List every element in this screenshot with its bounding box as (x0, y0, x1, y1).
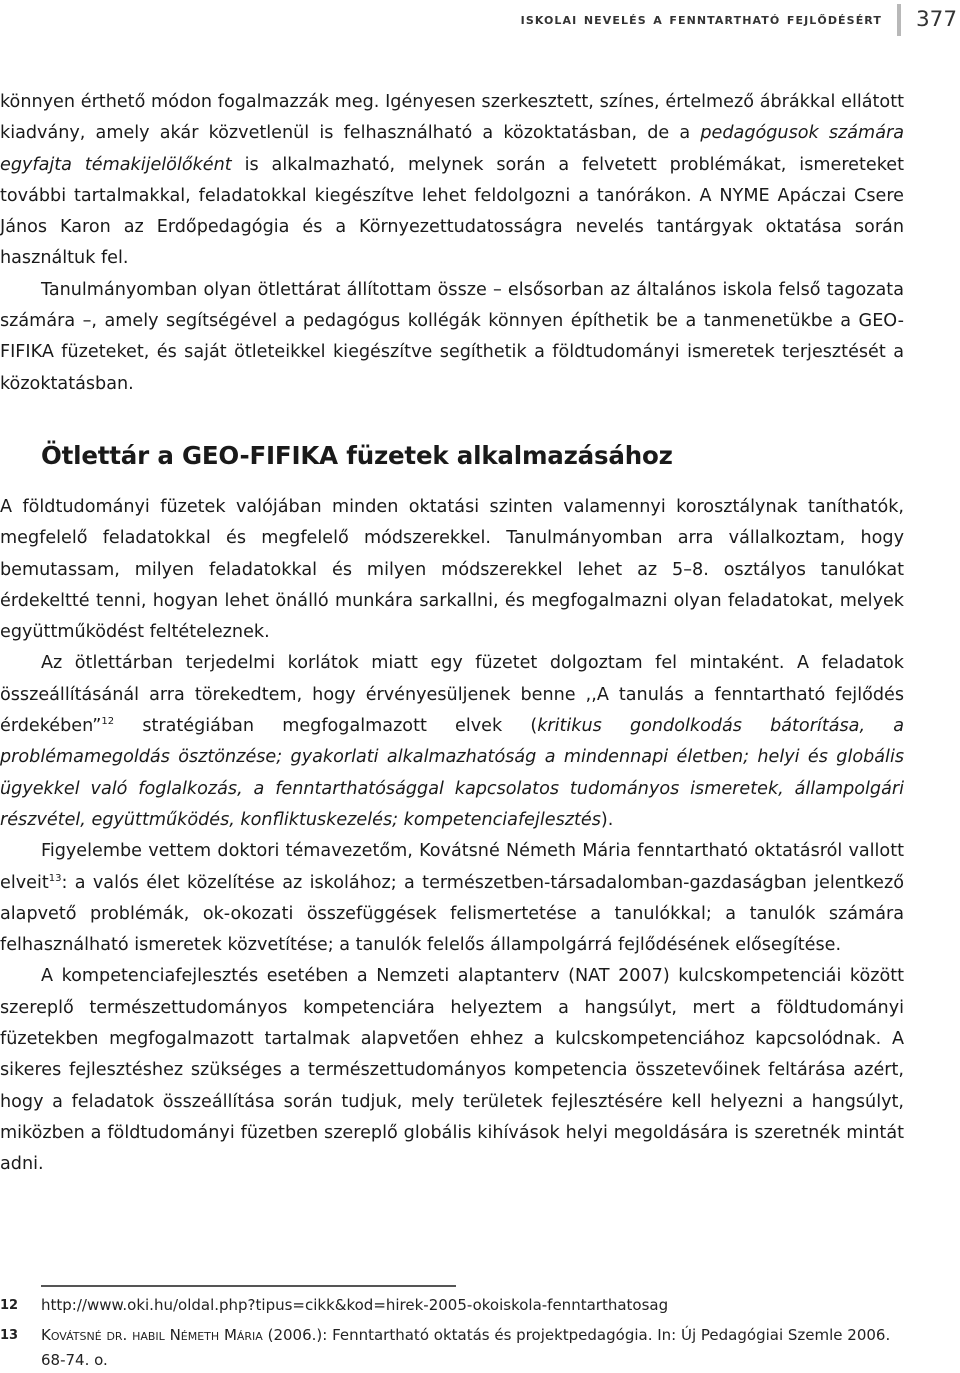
header-divider (897, 4, 901, 36)
footnote-13 (0, 1323, 915, 1373)
section-heading: Ötlettár a GEO-FIFIKA füzetek alkalmazásához (41, 441, 673, 470)
emphasis: pedagógusok számára egyfajta témakijelölőként (0, 123, 904, 175)
running-title: iskolai nevelés a fenntartható fejlődésért (520, 10, 882, 28)
intro-text (0, 87, 904, 400)
footnote-ref-13[interactable]: 13 (48, 872, 62, 884)
footnote-divider (41, 1285, 456, 1287)
section-paragraph-3: Figyelembe vettem doktori témavezetőm, Kovátsné Németh Mária fenntartható oktatásról vallott elveit$^{13}$: a valós élet közelítése az iskolához; a természetben-társadalomban-gazdaságban jelentkező alapvető problémák, ok-okozati összefüggések felismertetése a tanulókkal; a tanulók számára felhasználható ismeretek közvetítése; a tanulók felelős állampolgárrá fejlődésének elősegítése. (0, 841, 904, 956)
section-paragraph-2: Az ötlettárban terjedelmi korlátok miatt egy füzetet dolgoztam fel mintaként. A feladatok összeállításánál arra törekedtem, hogy érvényesüljenek benne ,,A tanulás a fenntartható fejlődés érdekében”$^{12}$ stratégiában megfogalmazott elvek (kritikus gondolkodás bátorítása, a problémamegoldás ösztönzése; gyakorlati alkalmazhatóság a mindennapi életben; helyi és globális ügyekkel való foglalkozás, a fenntarthatósággal kapcsolatos tudományos ismeretek, állampolgári részvétel, együttműködés, konfliktuskezelés; kompetenciafejlesztés). (0, 653, 904, 830)
section-text (0, 492, 904, 1181)
footnote-author: Kovátsné dr. habil Németh Mária (41, 1326, 263, 1344)
intro-paragraph-1: könnyen érthető módon fogalmazzák meg. Igényesen szerkesztett, színes, értelmező ábrákkal ellátott kiadvány, amely akár közvetlenül is felhasználható a közoktatásban, de a pedagógusok számára egyfajta témakijelölőként is alkalmazható, melynek során a felvetett problémákat, ismereteket további tartalmakkal, feladatokkal kiegészítve lehet feldolgozni a tanórákon. A NYME Apáczai Csere János Karon az Erdőpedagógia és a Környezettudatosságra nevelés tantárgyak oktatása során használtuk fel. (0, 92, 904, 269)
footnote-ref-12[interactable]: 12 (101, 716, 115, 728)
intro-paragraph-2: Tanulmányomban olyan ötlettárat állítottam össze – elsősorban az általános iskola felső tagozata számára –, amely segítségével a pedagógus kollégák könnyen építhetik be a tanmenetükbe a GEO-FIFIKA füzeteket, és saját ötleteikkel kiegészítve segíthetik a földtudományi ismeretek terjesztését a közoktatásban. (0, 279, 904, 394)
emphasis: kritikus gondolkodás bátorítása, a problémamegoldás ösztönzése; gyakorlati alkalmazhatóság a mindennapi életben; helyi és globális ügyekkel való foglalkozás, a fenntarthatósággal kapcsolatos tudományos ismeretek, állampolgári részvétel, együttműködés, konfliktuskezelés; kompetenciafejlesztés (0, 716, 904, 830)
section-paragraph-4: A kompetenciafejlesztés esetében a Nemzeti alaptanterv (NAT 2007) kulcskompetenciái között szereplő természettudományos kompetenciára helyeztem a hangsúlyt, mert a földtudományi füzetekben megfogalmazott tartalmak alapvetően ehhez a kulcskompetenciához kapcsolódnak. A sikeres fejlesztéshez szükséges a természettudományos kompetencia összetevőinek feltárása azért, hogy a feladatok összeállítása során tudjuk, mely területek fejlesztésére kell helyezni a hangsúlyt, miközben a földtudományi füzetben szereplő globális kihívások helyi megoldására is szeretnék mintát adni. (0, 966, 904, 1175)
footnote-link[interactable]: http://www.oki.hu/oldal.php?tipus=cikk&kod=hirek-2005-okoiskola-fenntarthatosag (41, 1296, 669, 1314)
footnote-number: 13 (0, 1328, 19, 1343)
footnote-number: 12 (0, 1298, 19, 1313)
running-header (0, 0, 960, 40)
footnote-text: (2006.): Fenntartható oktatás és projektpedagógia. In: Új Pedagógiai Szemle 2006. 68-74. o. (41, 1326, 891, 1369)
section-paragraph-1: A földtudományi füzetek valójában minden oktatási szinten valamennyi korosztálynak taníthatók, megfelelő feladatokkal és megfelelő módszerekkel. Tanulmányomban arra vállalkoztam, hogy bemutassam, milyen feladatokkal és milyen módszerekkel lehet az 5–8. osztályos tanulókat érdekeltté tenni, hogyan lehet önálló munkára sarkallni, és megfogalmazni olyan feladatokat, melyek együttműködést feltételeznek. (0, 497, 904, 643)
page-number: 377 (916, 7, 958, 32)
footnote-12 (0, 1293, 915, 1318)
